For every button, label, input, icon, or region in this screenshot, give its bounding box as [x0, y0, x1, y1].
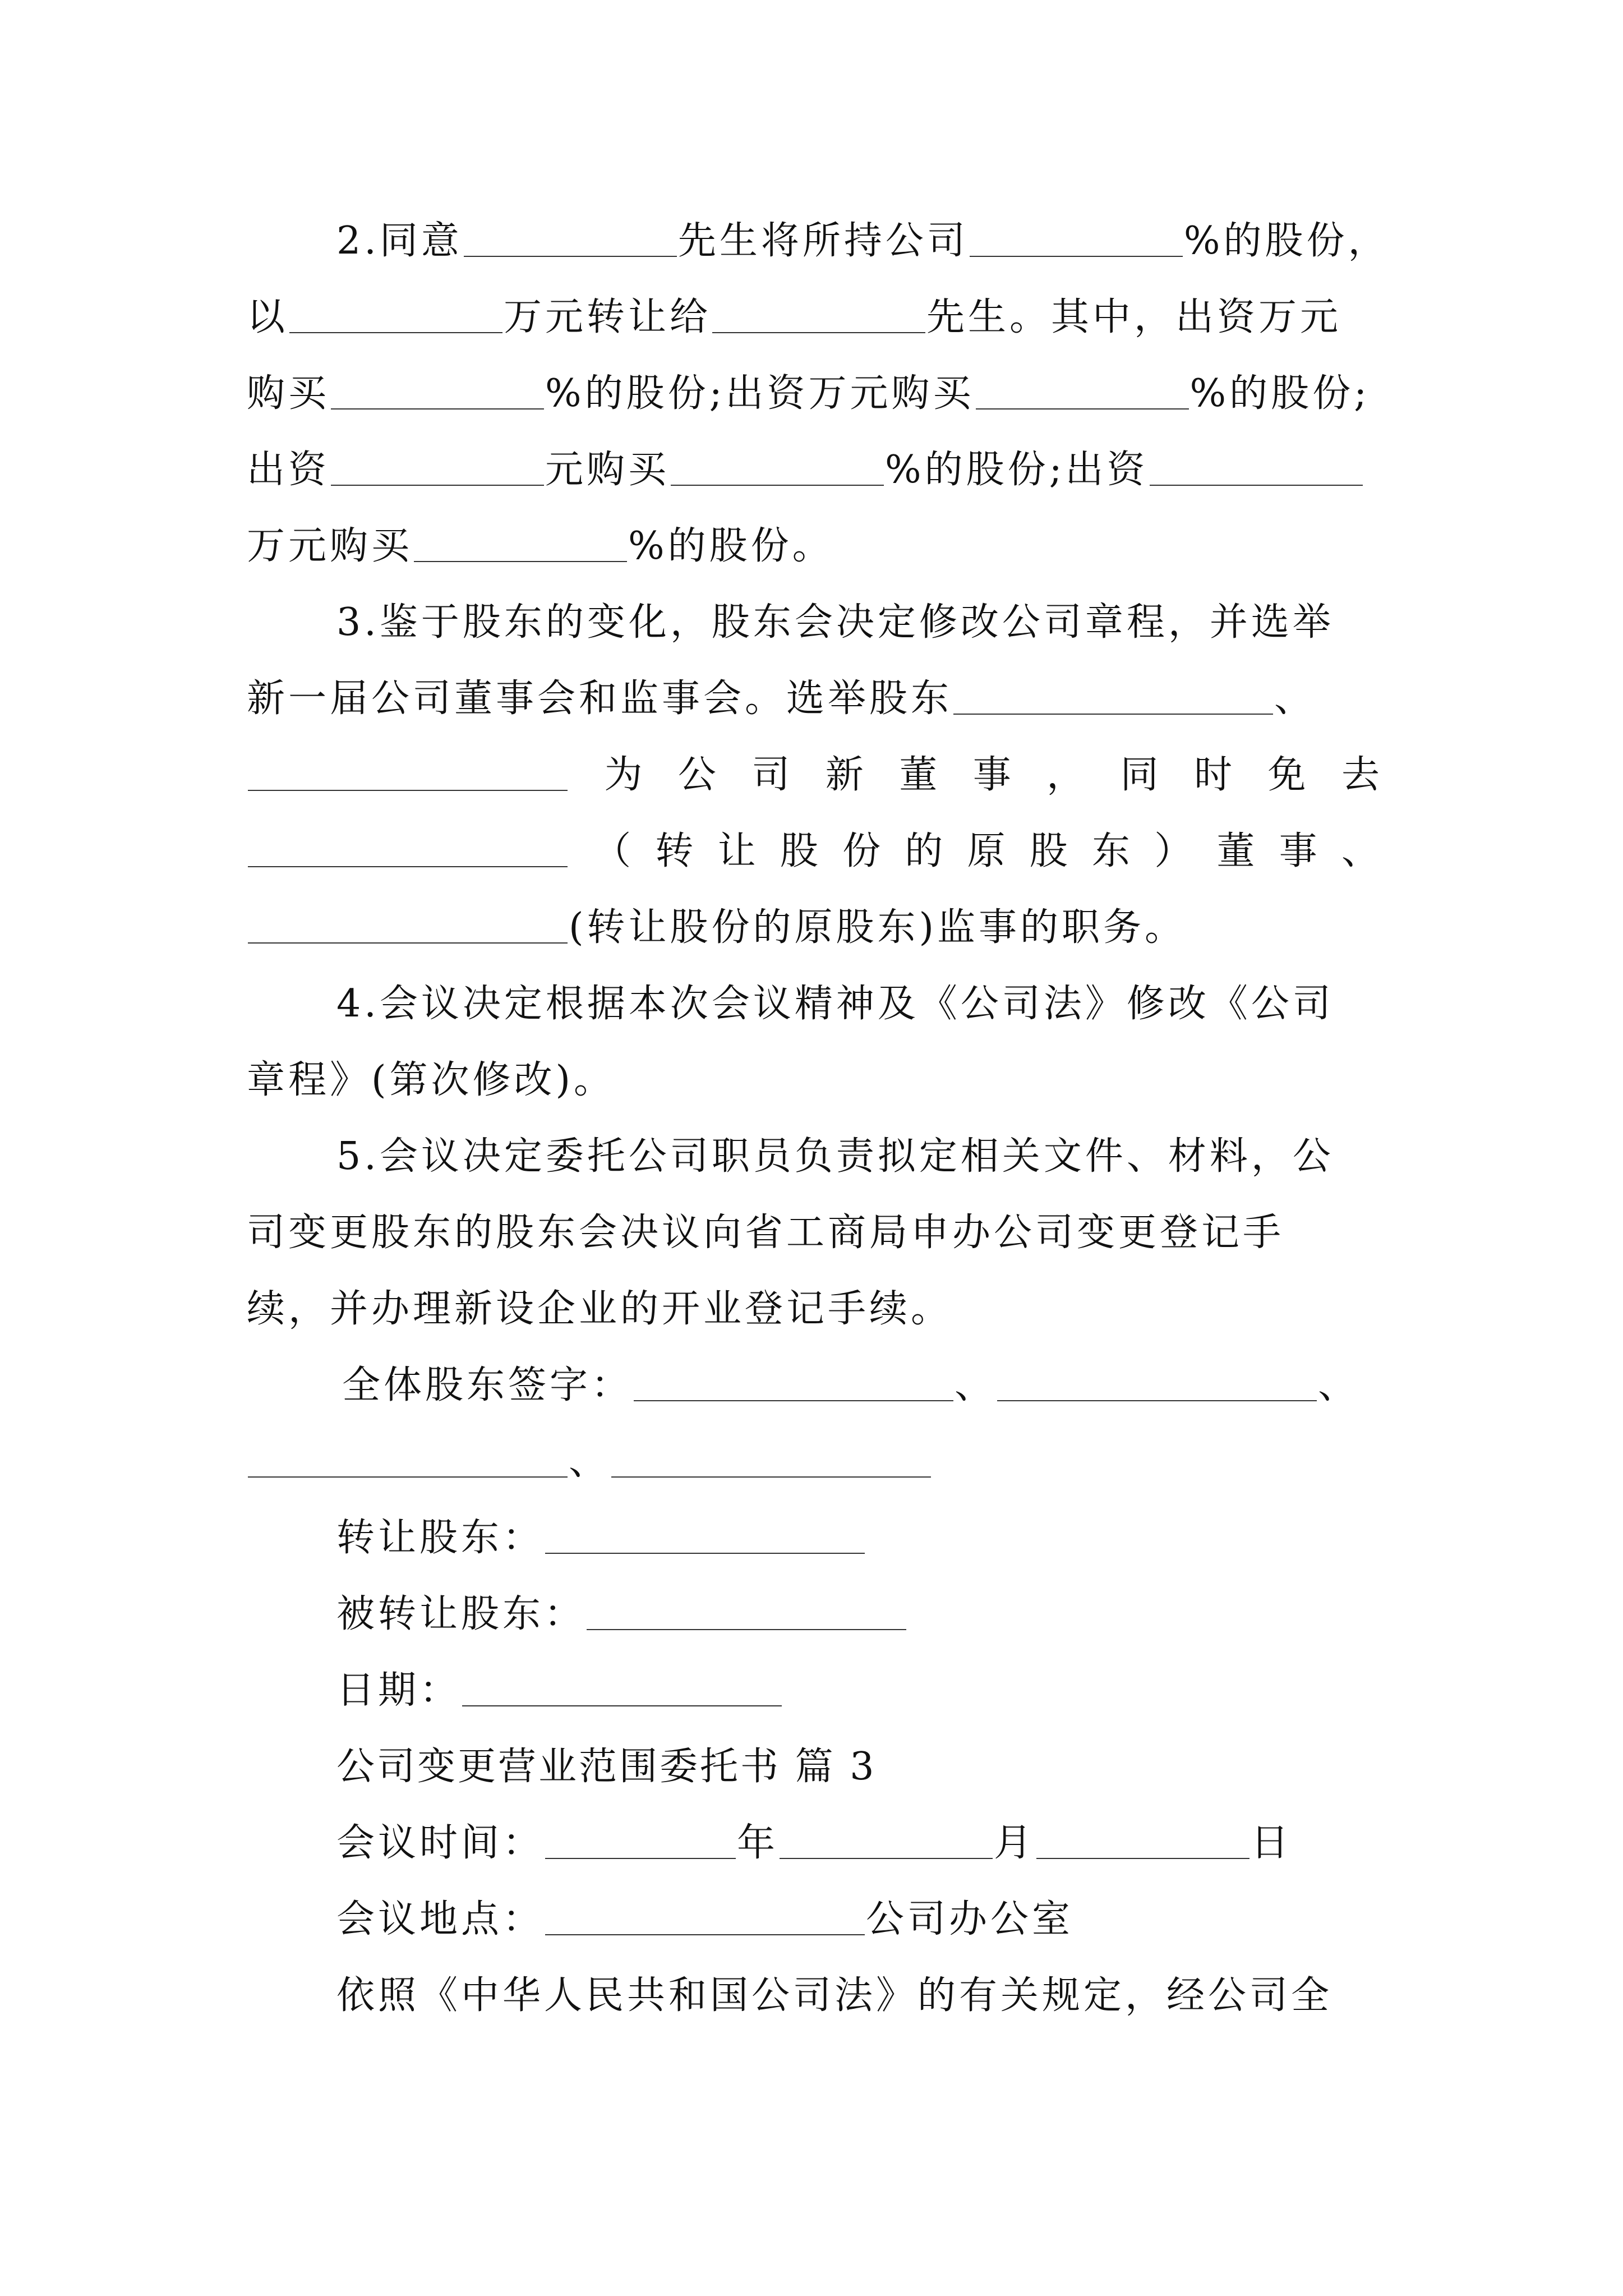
text: 先生。其中，出资万元	[926, 295, 1342, 339]
text: 购买	[247, 371, 330, 416]
blank-field[interactable]	[464, 218, 677, 257]
text: 先生将所持公司	[677, 219, 969, 263]
item2-line2	[247, 289, 1380, 346]
char: 去	[1341, 753, 1380, 797]
char: 时	[1194, 753, 1233, 797]
char: 转	[655, 829, 694, 873]
blank-field[interactable]	[248, 828, 568, 867]
char: 为	[604, 753, 643, 797]
char: 东	[1091, 829, 1130, 873]
item3-line3	[247, 747, 1380, 803]
month-field[interactable]	[780, 1820, 993, 1859]
place-suffix: 公司办公室	[866, 1897, 1074, 1941]
char: ）	[1154, 829, 1193, 873]
item4-line1	[336, 976, 1469, 1032]
char: 原	[967, 829, 1006, 873]
item3-line1	[336, 595, 1469, 651]
section-title	[336, 1739, 1469, 1795]
blank-field[interactable]	[331, 370, 544, 409]
blank-field[interactable]	[953, 675, 1273, 715]
date-field-row	[336, 1663, 1469, 1719]
separator: 、	[569, 1439, 611, 1484]
all-shareholders-signature-cont	[247, 1434, 1380, 1490]
signature-field[interactable]	[997, 1362, 1317, 1401]
item5-line2	[247, 1205, 1380, 1261]
item3-line5	[247, 900, 1380, 956]
text: 3.鉴于股东的变化，股东会决定修改公司章程，并选举	[336, 600, 1334, 645]
char: ，	[1046, 753, 1085, 797]
month-label: 月	[994, 1821, 1036, 1865]
text: %的股份;出资	[885, 448, 1149, 492]
place-label: 会议地点：	[336, 1897, 545, 1941]
char: （	[593, 829, 631, 873]
char: 公	[677, 753, 716, 797]
char: 的	[905, 829, 943, 873]
year-label: 年	[737, 1821, 779, 1865]
transferee-signature	[336, 1586, 1469, 1642]
day-label: 日	[1251, 1821, 1293, 1865]
item2-line1	[336, 213, 1469, 269]
item3-line2	[247, 671, 1380, 727]
char: 董	[899, 753, 938, 797]
char: 董	[1216, 829, 1255, 873]
place-field[interactable]	[545, 1896, 865, 1935]
item4-line2	[247, 1052, 1380, 1108]
signature-label: 转让股东：	[336, 1516, 545, 1560]
date-label: 日期：	[336, 1668, 462, 1713]
char: 司	[751, 753, 790, 797]
blank-field[interactable]	[976, 370, 1189, 409]
signature-label: 全体股东签字：	[342, 1363, 633, 1407]
text: (转让股份的原股东)监事的职务。	[569, 905, 1187, 950]
text: %的股份;	[1189, 371, 1371, 416]
blank-field[interactable]	[712, 294, 925, 333]
blank-field[interactable]	[289, 294, 502, 333]
char: 事	[1279, 829, 1317, 873]
text: 万元转让给	[504, 295, 712, 339]
signature-field[interactable]	[611, 1438, 931, 1478]
year-field[interactable]	[545, 1820, 736, 1859]
item2-line4	[247, 442, 1380, 498]
day-field[interactable]	[1036, 1820, 1249, 1859]
text: 章程》(第次修改)。	[247, 1058, 616, 1102]
section-heading: 公司变更营业范围委托书 篇 3	[336, 1745, 877, 1789]
transferor-signature	[336, 1510, 1469, 1566]
text: 续，并办理新设企业的开业登记手续。	[247, 1287, 953, 1331]
signature-field[interactable]	[248, 1438, 568, 1478]
item5-line3	[247, 1281, 1380, 1337]
text: 5.会议决定委托公司职员负责拟定相关文件、材料，公	[336, 1134, 1334, 1179]
char: 份	[842, 829, 881, 873]
blank-field[interactable]	[248, 752, 568, 791]
item2-line3	[247, 366, 1380, 422]
blank-field[interactable]	[1150, 447, 1363, 486]
text: 万元购买	[247, 524, 413, 568]
char: 股	[1029, 829, 1068, 873]
text: 依照《中华人民共和国公司法》的有关规定，经公司全	[336, 1973, 1333, 2018]
blank-field[interactable]	[671, 447, 884, 486]
char: 免	[1267, 753, 1306, 797]
basis-paragraph	[336, 1968, 1469, 2024]
item2-line5	[247, 518, 1380, 574]
date-field[interactable]	[462, 1667, 782, 1706]
separator: 、	[955, 1363, 997, 1407]
char: 、	[1341, 829, 1380, 873]
item3-line4	[247, 823, 1380, 880]
signature-field[interactable]	[634, 1362, 953, 1401]
separator: 、	[1318, 1363, 1360, 1407]
blank-field[interactable]	[331, 447, 544, 486]
blank-field[interactable]	[970, 218, 1183, 257]
text: 4.会议决定根据本次会议精神及《公司法》修改《公司	[336, 982, 1334, 1026]
text: 司变更股东的股东会决议向省工商局申办公司变更登记手	[247, 1211, 1285, 1255]
blank-field[interactable]	[414, 523, 627, 562]
item5-line1	[336, 1129, 1469, 1185]
signature-field[interactable]	[587, 1591, 906, 1630]
char: 股	[780, 829, 818, 873]
text: %的股份。	[628, 524, 834, 568]
text: 2.同意	[336, 219, 463, 263]
meeting-time-row	[336, 1815, 1469, 1871]
text: 新一届公司董事会和监事会。选举股东	[247, 677, 953, 721]
text: 元购买	[545, 448, 670, 492]
time-label: 会议时间：	[336, 1821, 545, 1865]
all-shareholders-signature	[342, 1358, 1475, 1414]
text: %的股份;出资万元购买	[545, 371, 975, 416]
text: 、	[1274, 677, 1316, 721]
signature-label: 被转让股东：	[336, 1592, 586, 1636]
meeting-place-row	[336, 1892, 1469, 1948]
signature-field[interactable]	[545, 1515, 865, 1554]
text: 出资	[247, 448, 330, 492]
char: 同	[1120, 753, 1159, 797]
text: %的股份，	[1183, 219, 1390, 263]
char: 让	[717, 829, 756, 873]
char: 事	[972, 753, 1011, 797]
text: 以	[247, 295, 289, 339]
char: 新	[825, 753, 864, 797]
blank-field[interactable]	[248, 904, 568, 944]
